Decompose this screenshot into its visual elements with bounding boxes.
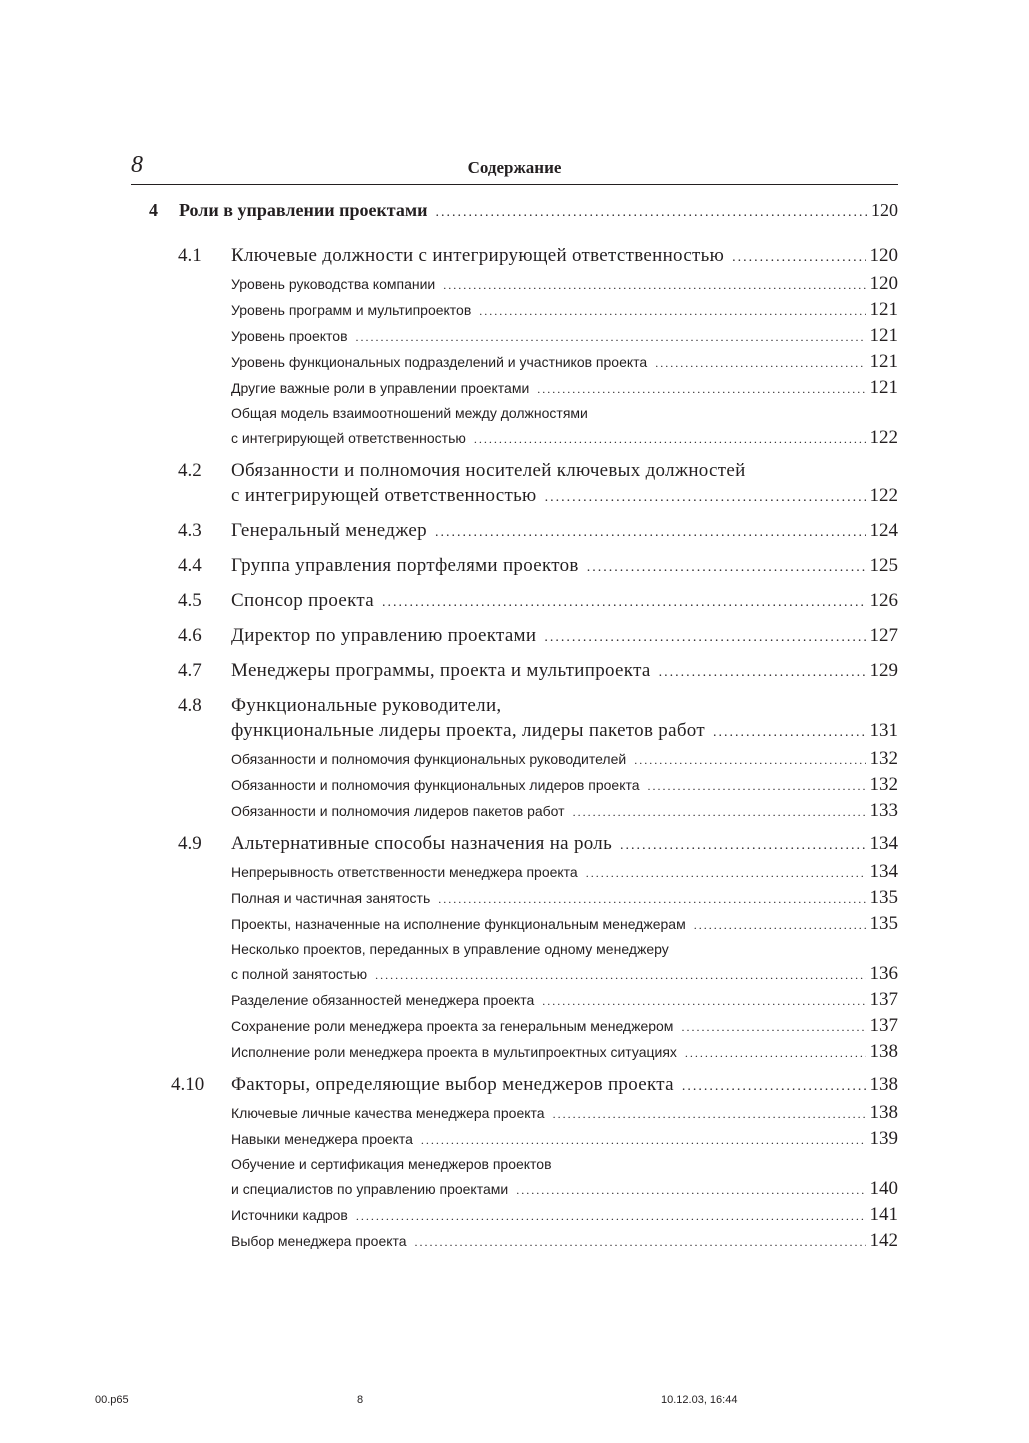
subsection-entry [231, 299, 898, 321]
section-entry-page: 134 [869, 833, 898, 854]
subsection-entry-title: Непрерывность ответственности менеджера проекта [231, 864, 578, 880]
section-entry-title: Спонсор проекта [231, 590, 374, 611]
section-title-line: Функциональные руководители, [231, 695, 502, 716]
subsection-entry-page: 140 [869, 1178, 898, 1199]
subsection-entry [231, 1178, 898, 1200]
subsection-entry-page: 121 [869, 299, 898, 320]
dot-leader [544, 631, 865, 645]
subsection-entry-page: 142 [869, 1230, 898, 1251]
section-entry-page: 120 [869, 245, 898, 266]
section-entry [231, 520, 898, 542]
dot-leader [573, 806, 866, 818]
subsection-entry [231, 963, 898, 985]
dot-leader [436, 206, 867, 220]
subsection-entry [231, 325, 898, 347]
subsection-entry-page: 135 [869, 913, 898, 934]
subsection-entry-title: Другие важные роли в управлении проектами [231, 380, 530, 396]
subsection-entry-title: Выбор менеджера проекта [231, 1233, 407, 1249]
section-entry-page: 126 [869, 590, 898, 611]
subsection-entry-page: 137 [869, 989, 898, 1010]
subsection-entry-title: и специалистов по управлению проектами [231, 1181, 509, 1197]
subsection-entry [231, 1128, 898, 1150]
section-entry-page: 131 [869, 720, 898, 741]
dot-leader [634, 754, 865, 766]
subsection-entry-title: Обязанности и полномочия лидеров пакетов работ [231, 803, 565, 819]
subsection-entry [231, 861, 898, 883]
section-entry-page: 124 [869, 520, 898, 541]
subsection-entry-title: Уровень программ и мультипроектов [231, 302, 472, 318]
dot-leader [474, 433, 866, 445]
section-entry [231, 555, 898, 577]
page-header [131, 152, 898, 185]
subsection-entry [231, 1015, 898, 1037]
dot-leader [443, 279, 865, 291]
subsection-entry-title: Уровень проектов [231, 328, 348, 344]
footer-timestamp: 10.12.03, 16:44 [661, 1394, 738, 1406]
subsection-entry-title: Навыки менеджера проекта [231, 1131, 413, 1147]
dot-leader [438, 893, 865, 905]
subsection-entry-page: 121 [869, 351, 898, 372]
footer-page: 8 [357, 1394, 364, 1406]
subsection-entry-page: 121 [869, 377, 898, 398]
dot-leader [732, 251, 865, 265]
subsection-entry-title: Источники кадров [231, 1207, 348, 1223]
subsection-entry-page: 141 [869, 1204, 898, 1225]
subsection-entry-title: Сохранение роли менеджера проекта за генеральным менеджером [231, 1018, 674, 1034]
section-entry-page: 125 [869, 555, 898, 576]
dot-leader [685, 1047, 866, 1059]
section-entry-title: Директор по управлению проектами [231, 625, 537, 646]
subsection-entry-page: 137 [869, 1015, 898, 1036]
section-entry-title: Группа управления портфелями проектов [231, 555, 579, 576]
footer-file: 00.p65 [95, 1394, 129, 1406]
subsection-entry-title: Уровень руководства компании [231, 276, 436, 292]
chapter-entry [179, 200, 898, 221]
page-number: 8 [131, 152, 143, 178]
section-entry [231, 660, 898, 682]
section-entry [231, 590, 898, 612]
dot-leader [516, 1184, 865, 1196]
subsection-title-line: Общая модель взаимоотношений между должностями [231, 405, 588, 421]
section-entry [231, 833, 898, 855]
subsection-entry [231, 273, 898, 295]
section-entry [231, 720, 898, 742]
dot-leader [421, 1134, 866, 1146]
subsection-entry-page: 132 [869, 774, 898, 795]
section-entry-title: Менеджеры программы, проекта и мультипроекта [231, 660, 651, 681]
subsection-entry [231, 427, 898, 449]
subsection-entry-page: 136 [869, 963, 898, 984]
subsection-entry-page: 134 [869, 861, 898, 882]
subsection-entry-title: с полной занятостью [231, 966, 368, 982]
section-number: 4.4 [178, 555, 202, 576]
dot-leader [375, 969, 865, 981]
subsection-entry [231, 377, 898, 399]
dot-leader [435, 526, 866, 540]
dot-leader [655, 357, 865, 369]
dot-leader [356, 1210, 866, 1222]
section-entry-title: Ключевые должности с интегрирующей ответственностью [231, 245, 725, 266]
section-entry-page: 138 [869, 1074, 898, 1095]
section-entry-page: 122 [869, 485, 898, 506]
dot-leader [356, 331, 866, 343]
section-number: 4.2 [178, 460, 202, 481]
subsection-entry-title: Ключевые личные качества менеджера проекта [231, 1105, 545, 1121]
section-entry-title: функциональные лидеры проекта, лидеры пакетов работ [231, 720, 705, 741]
subsection-entry-page: 139 [869, 1128, 898, 1149]
dot-leader [479, 305, 865, 317]
subsection-entry-title: Полная и частичная занятость [231, 890, 431, 906]
section-number: 4.10 [171, 1074, 205, 1095]
subsection-entry [231, 989, 898, 1011]
subsection-entry [231, 800, 898, 822]
subsection-entry-title: Проекты, назначенные на исполнение функциональным менеджерам [231, 916, 686, 932]
subsection-entry-page: 138 [869, 1041, 898, 1062]
subsection-entry-page: 121 [869, 325, 898, 346]
subsection-entry-page: 135 [869, 887, 898, 908]
subsection-entry-page: 138 [869, 1102, 898, 1123]
section-entry [231, 1074, 898, 1096]
section-number: 4.8 [178, 695, 202, 716]
subsection-entry-title: Исполнение роли менеджера проекта в мультипроектных ситуациях [231, 1044, 677, 1060]
subsection-entry-page: 132 [869, 748, 898, 769]
dot-leader [620, 839, 865, 853]
section-entry [231, 245, 898, 267]
subsection-entry-page: 133 [869, 800, 898, 821]
section-title-line: Обязанности и полномочия носителей ключевых должностей [231, 460, 746, 481]
section-entry-title: Факторы, определяющие выбор менеджеров проекта [231, 1074, 674, 1095]
subsection-entry [231, 1041, 898, 1063]
chapter-entry-page: 120 [871, 200, 898, 220]
subsection-entry-title: Обязанности и полномочия функциональных лидеров проекта [231, 777, 640, 793]
dot-leader [682, 1080, 866, 1094]
subsection-entry [231, 774, 898, 796]
subsection-entry-title: Обязанности и полномочия функциональных руководителей [231, 751, 627, 767]
running-title: Содержание [467, 158, 562, 177]
section-entry-page: 127 [869, 625, 898, 646]
subsection-entry [231, 1102, 898, 1124]
section-number: 4.7 [178, 660, 202, 681]
section-number: 4.1 [178, 245, 202, 266]
section-entry-title: Альтернативные способы назначения на роль [231, 833, 613, 854]
subsection-entry-page: 120 [869, 273, 898, 294]
dot-leader [586, 867, 866, 879]
dot-leader [553, 1108, 866, 1120]
dot-leader [713, 726, 866, 740]
subsection-entry [231, 351, 898, 373]
section-entry-title: с интегрирующей ответственностью [231, 485, 537, 506]
subsection-entry-title: Уровень функциональных подразделений и участников проекта [231, 354, 648, 370]
subsection-entry [231, 1204, 898, 1226]
dot-leader [545, 491, 866, 505]
dot-leader [648, 780, 866, 792]
section-entry-page: 129 [869, 660, 898, 681]
section-number: 4.3 [178, 520, 202, 541]
dot-leader [537, 383, 865, 395]
subsection-entry [231, 748, 898, 770]
dot-leader [542, 995, 865, 1007]
chapter-number: 4 [149, 200, 158, 220]
section-number: 4.5 [178, 590, 202, 611]
dot-leader [382, 596, 866, 610]
section-entry [231, 625, 898, 647]
section-number: 4.6 [178, 625, 202, 646]
dot-leader [415, 1236, 866, 1248]
subsection-title-line: Обучение и сертификация менеджеров проектов [231, 1156, 552, 1172]
section-number: 4.9 [178, 833, 202, 854]
subsection-entry [231, 913, 898, 935]
section-entry [231, 485, 898, 507]
dot-leader [681, 1021, 865, 1033]
subsection-entry-title: с интегрирующей ответственностью [231, 430, 466, 446]
subsection-entry-page: 122 [869, 427, 898, 448]
subsection-entry-title: Разделение обязанностей менеджера проекта [231, 992, 535, 1008]
dot-leader [587, 561, 866, 575]
dot-leader [694, 919, 866, 931]
subsection-entry [231, 1230, 898, 1252]
section-entry-title: Генеральный менеджер [231, 520, 427, 541]
dot-leader [659, 666, 866, 680]
subsection-entry [231, 887, 898, 909]
chapter-entry-title: Роли в управлении проектами [179, 200, 428, 220]
subsection-title-line: Несколько проектов, переданных в управление одному менеджеру [231, 941, 669, 957]
